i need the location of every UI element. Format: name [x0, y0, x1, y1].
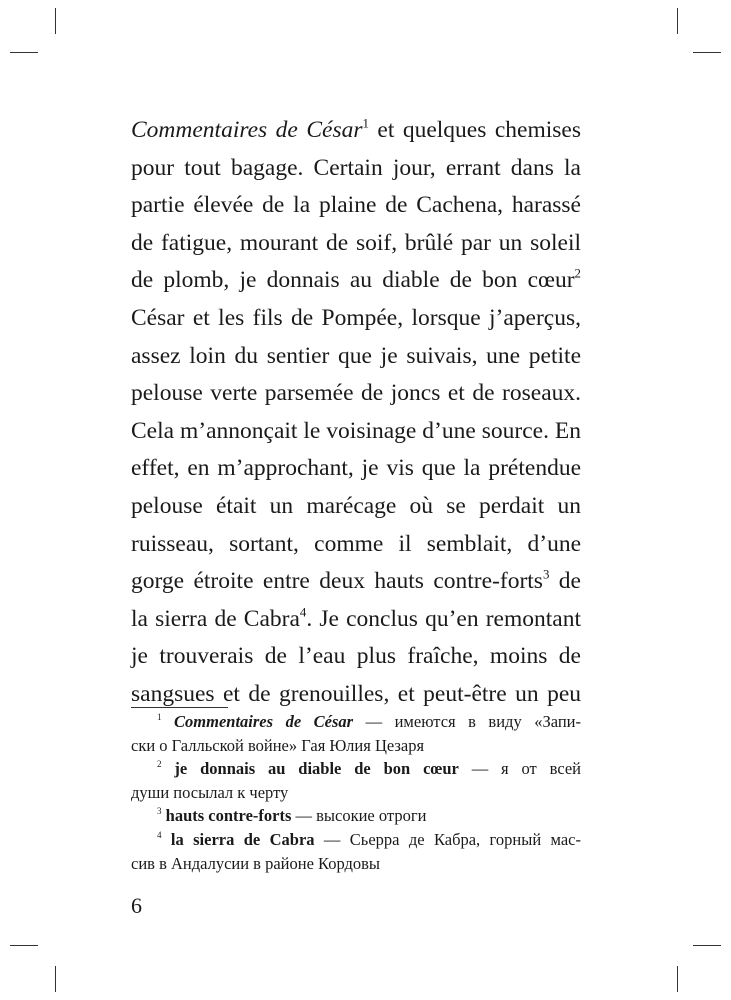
text-line [131, 262, 581, 300]
text-line [131, 601, 581, 639]
text-run: de [549, 568, 581, 595]
text-run: ски о Галльской войне» Гая Юлия Цезаря [131, 735, 425, 755]
text-run: — Сьерра де Кабра, горный мас- [314, 829, 581, 849]
crop-mark [10, 52, 38, 53]
text-run: pelouse verte parsemée de joncs et de roseaux. [131, 380, 581, 407]
text-run: la sierra de Cabra [170, 829, 315, 849]
text-line [131, 413, 581, 451]
footnote-line [131, 734, 581, 758]
text-run [162, 759, 175, 778]
text-line [131, 187, 581, 225]
text-run: ruisseau, sortant, comme il semblait, d’une [131, 530, 581, 557]
footnote-ref: 4 [299, 604, 307, 620]
text-run: Commentaires de César [131, 117, 363, 143]
text-run: et quelques chemises [368, 117, 581, 143]
text-run: la sierra de Cabra [131, 605, 300, 632]
footnote-line [131, 804, 581, 828]
footnote-ref: 2 [574, 265, 581, 281]
footnote-line [131, 781, 581, 805]
body-text [131, 112, 581, 714]
text-run: partie élevée de la plaine de Cachena, harassé [131, 192, 581, 219]
crop-mark [55, 966, 56, 992]
text-line [131, 338, 581, 376]
crop-mark [693, 52, 721, 53]
footnote-ref: 1 [157, 712, 162, 723]
text-run: — высокие отроги [291, 806, 427, 826]
text-run: сив в Андалусии в районе Кордовы [131, 853, 381, 873]
text-run [162, 712, 175, 731]
crop-mark [10, 945, 38, 946]
footnote-ref: 4 [157, 830, 162, 841]
text-line [131, 375, 581, 413]
text-run: de fatigue, mourant de soif, brûlé par un soleil [131, 229, 581, 256]
footnote-ref: 1 [362, 115, 369, 131]
text-line [131, 488, 581, 526]
text-run: — имеются в виду «Запи- [353, 712, 581, 731]
text-run: — я от всей [458, 759, 581, 779]
footnote-ref: 3 [157, 806, 162, 817]
text-run: César et les fils de Pompée, lorsque j’aperçus, [131, 304, 581, 331]
text-run: effet, en m’approchant, je vis que la prétendue [131, 455, 581, 482]
text-run: pour tout bagage. Certain jour, errant dans la [131, 154, 581, 181]
text-line [131, 300, 581, 338]
text-run [162, 830, 171, 849]
text-line [131, 526, 581, 564]
text-line [131, 112, 581, 150]
text-run: je donnais au diable de bon cœur [174, 759, 459, 779]
text-line [131, 563, 581, 601]
crop-mark [677, 966, 678, 992]
footnote-ref: 3 [542, 566, 550, 582]
text-line [131, 150, 581, 188]
page-number: 6 [131, 893, 142, 918]
text-run: sangsues et de grenouilles, et peut-être un peu [131, 680, 581, 707]
crop-mark [55, 8, 56, 34]
text-run: души посылал к черту [131, 782, 289, 802]
footnote-line [131, 710, 581, 734]
footnote-line [131, 757, 581, 781]
footnote-ref: 2 [157, 759, 162, 770]
text-run: assez loin du sentier que je suivais, une petite [131, 342, 581, 369]
text-run: gorge étroite entre deux hauts contre-forts [131, 568, 543, 595]
footnotes [131, 707, 581, 875]
text-run: de plomb, je donnais au diable de bon cœur [131, 267, 575, 294]
footnote-line [131, 828, 581, 852]
text-run: . Je conclus qu’en remontant [306, 605, 581, 632]
text-run: Cela m’annonçait le voisinage d’une source. En [131, 417, 581, 444]
crop-mark [677, 8, 678, 34]
footnote-line [131, 852, 581, 876]
text-line [131, 450, 581, 488]
text-line [131, 225, 581, 263]
text-run: pelouse était un marécage où se perdait un [131, 492, 581, 519]
text-run: Commentaires de César [174, 712, 354, 731]
text-run: je trouverais de l’eau plus fraîche, moins de [131, 643, 581, 670]
text-run: hauts contre-forts [165, 806, 292, 826]
crop-mark [693, 945, 721, 946]
text-line [131, 638, 581, 676]
